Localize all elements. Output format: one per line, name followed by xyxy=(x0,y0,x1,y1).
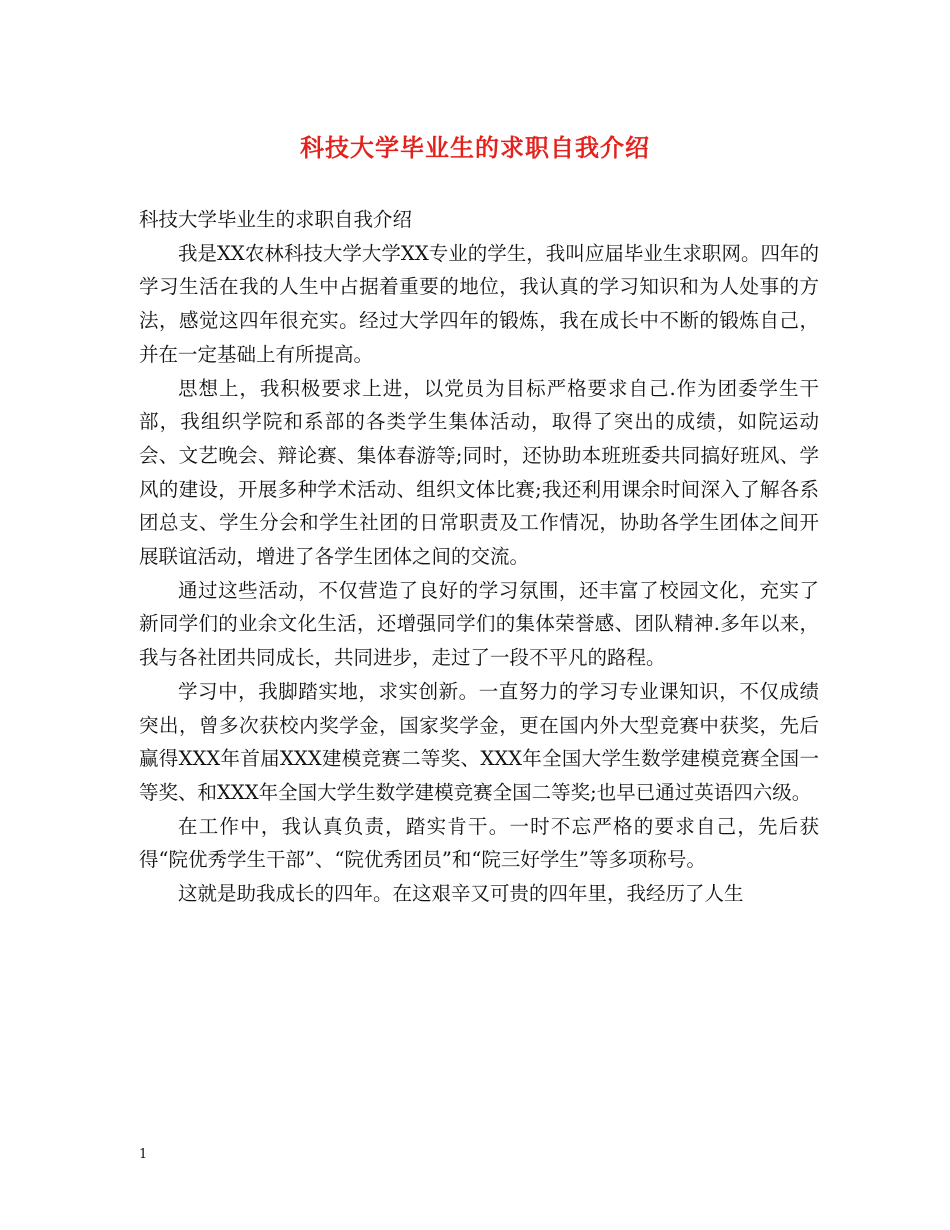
document-title: 科技大学毕业生的求职自我介绍 xyxy=(300,133,650,162)
document-body xyxy=(139,203,819,911)
document-subtitle: 科技大学毕业生的求职自我介绍 xyxy=(139,208,413,231)
paragraph-6: 这就是助我成长的四年。在这艰辛又可贵的四年里，我经历了人生 xyxy=(178,882,744,906)
page-number: 1 xyxy=(139,1147,148,1162)
paragraph-3: 通过这些活动，不仅营造了良好的学习氛围，还丰富了校园文化，充实了新同学们的业余文化生活，还增强同学们的集体荣誉感、团队精神.多年以来，我与各社团共同成长，共同进步，走过了一段不平凡的路程。 xyxy=(139,578,819,670)
paragraph-5: 在工作中，我认真负责，踏实肯干。一时不忘严格的要求自己，先后获得“院优秀学生干部”、“院优秀团员”和“院三好学生”等多项称号。 xyxy=(139,814,819,872)
paragraph-4: 学习中，我脚踏实地，求实创新。一直努力的学习专业课知识，不仅成绩突出，曾多次获校内奖学金，国家奖学金，更在国内外大型竞赛中获奖，先后赢得XXX年首届XXX建模竞赛二等奖、XXX年全国大学生数学建模竞赛全国一等奖、和XXX年全国大学生数学建模竞赛全国二等奖;也早已通过英语四六级。 xyxy=(139,679,819,804)
paragraph-1: 我是XX农林科技大学大学XX专业的学生，我叫应届毕业生求职网。四年的学习生活在我的人生中占据着重要的地位，我认真的学习知识和为人处事的方法，感觉这四年很充实。经过大学四年的锻炼，我在成长中不断的锻炼自己，并在一定基础上有所提高。 xyxy=(139,241,819,366)
paragraph-2: 思想上，我积极要求上进，以党员为目标严格要求自己.作为团委学生干部，我组织学院和系部的各类学生集体活动，取得了突出的成绩，如院运动会、文艺晚会、辩论赛、集体春游等;同时，还协助本班班委共同搞好班风、学风的建设，开展多种学术活动、组织文体比赛;我还利用课余时间深入了解各系团总支、学生分会和学生社团的日常职责及工作情况，协助各学生团体之间开展联谊活动，增进了各学生团体之间的交流。 xyxy=(139,376,819,569)
